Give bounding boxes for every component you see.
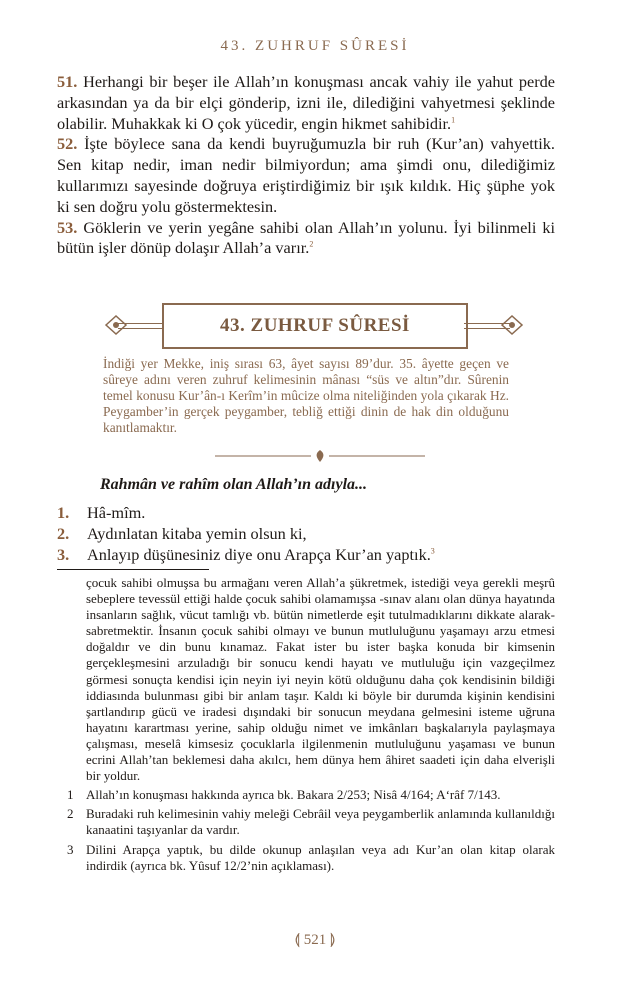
verse-1	[57, 502, 555, 523]
page-ornament-left-icon: ⟬	[294, 932, 304, 948]
verse-53	[57, 218, 555, 260]
footnote-number: 3	[67, 841, 74, 857]
verse-52	[57, 134, 555, 217]
footnote-continuation: çocuk sahibi olmuşsa bu armağanı veren Allah’a şükretmek, istediği veya gerekli meşrû sebeplere tevessül ettiği halde çocuk sahibi olamamışsa -sınav alanı olan dünya hayatında insanların sağlık, vücut tamlığı vb. bütün nimetlerde eşit tutulmadıklarını dikkate alarak- sabretmektir. İnsanın çocuk sahibi olmayı ve bunun mutluluğunu yaşamayı arzu etmesi doğaldır ve din bunu kınamaz. Fakat ister bu ister başka konuda bir kimsenin gerçekleşmesini arzuladığı bir sonucu kendi hayatı ve mutluluğu için vazgeçilmez görmesi sonuçta kendisi için neyin iyi neyin kötü olduğunu daha çok kendisinin bildiği iddiasında bulunması gibi bir anlam taşır. Kaldı ki böyle bir durumda kişinin kendisini şartlandırıp gücü ve iradesi dışındaki bir sonucun meydana gelmesini isteme uğruna hayatını karartması yerine, sahip olduğu nimet ve imkânları başkalarıyla paylaşmaya çalışması, meselâ kimsesiz çocuklarla ilgilenmenin mutluluğunu yaşaması ve bunun ecrini Allah’tan beklemesi daha akılcı, hem dünya hem âhiret saadeti için daha elverişli bir yoldur.	[86, 575, 555, 784]
banner-ornament-right-icon	[500, 313, 524, 337]
verse-51	[57, 72, 555, 134]
footnote-3	[57, 842, 555, 874]
verse-number: 3.	[57, 545, 70, 564]
verse-number: 51.	[57, 72, 78, 91]
verse-text: Hâ-mîm.	[87, 503, 146, 522]
footnote-1	[57, 787, 555, 803]
footnote-ref: 1	[451, 115, 456, 125]
surah-banner	[104, 303, 524, 349]
footnote-ref: 3	[430, 546, 435, 556]
page-number-value: 521	[303, 932, 327, 948]
footnote-2	[57, 806, 555, 838]
footnotes	[57, 575, 555, 874]
verse-text: Aydınlatan kitaba yemin olsun ki,	[87, 524, 307, 543]
footnote-text: Allah’ın konuşması hakkında ayrıca bk. Bakara 2/253; Nisâ 4/164; A‘râf 7/143.	[86, 787, 501, 803]
footnote-ref: 2	[309, 239, 314, 249]
verse-text: Anlayıp düşünesiniz diye onu Arapça Kur’an yaptık.$^3$	[87, 545, 435, 564]
verse-text: Göklerin ve yerin yegâne sahibi olan Allah’ın yolunu. İyi bilinmeli ki bütün işler dönüp dolaşır Allah’a varır.	[57, 217, 555, 258]
ornament-divider-icon	[215, 449, 425, 463]
verse-number: 53.	[57, 217, 78, 237]
banner-ornament-left-icon	[104, 313, 128, 337]
verse-text: Herhangi bir beşer ile Allah’ın konuşması ancak vahiy ile yahut perde arkasından ya da bir elçi gönderip, izni ile, dilediğini vahyetmesi şeklinde olabilir. Muhakkak ki O çok yücedir, engin hikmet sahibidir.	[57, 72, 556, 133]
page-number	[0, 931, 630, 949]
bottom-verses	[57, 502, 555, 565]
surah-introduction: İndiği yer Mekke, iniş sırası 63, âyet sayısı 89’dur. 35. âyette geçen ve sûreye adını veren zuhruf kelimesinin mânası “süs ve altın”dır. Sûrenin temel konusu Kur’ân-ı Kerîm’in mûcize olma niteliğinden yola çıkarak Hz. Peygamber’in gerçek peygamber, tebliğ ettiği dinin de hak din olduğunu kanıtlamaktır.	[103, 356, 509, 435]
top-verses	[57, 72, 555, 259]
page-ornament-right-icon: ⟭	[326, 932, 336, 948]
footnote-text: Dilini Arapça yaptık, bu dilde okunup anlaşılan veya adı Kur’an olan kitap olarak indirdik (ayrıca bk. Yûsuf 12/2’nin açıklaması).	[86, 841, 555, 873]
verse-text: İşte böylece sana da kendi buyruğumuzla bir ruh (Kur’an) vahyettik. Sen kitap nedir, iman nedir bilmiyordun; ama şimdi onu, dilediğimiz kullarımızı sayesinde doğruya eriştirdiğimiz bir ışık kıldık. Hiç şüphe yok ki sen doğru yolu göstermektesin.	[57, 134, 555, 216]
verse-number: 1.	[57, 503, 70, 522]
footnote-number: 2	[67, 806, 74, 822]
footnote-number: 1	[67, 787, 74, 803]
footnote-rule	[57, 569, 209, 570]
banner-box	[162, 303, 468, 349]
running-head: 43. ZUHRUF SÛRESİ	[220, 38, 410, 54]
basmala: Rahmân ve rahîm olan Allah’ın adıyla...	[100, 476, 368, 493]
verse-number: 52.	[57, 134, 78, 154]
verse-2	[57, 523, 555, 544]
verse-number: 2.	[57, 524, 70, 543]
footnote-text: Buradaki ruh kelimesinin vahiy meleği Cebrâil veya peygamberlik anlamında kullanıldığı kanaatini taşıyanlar da vardır.	[86, 806, 555, 838]
banner-title: 43. ZUHRUF SÛRESİ	[220, 315, 410, 336]
verse-3	[57, 544, 555, 565]
